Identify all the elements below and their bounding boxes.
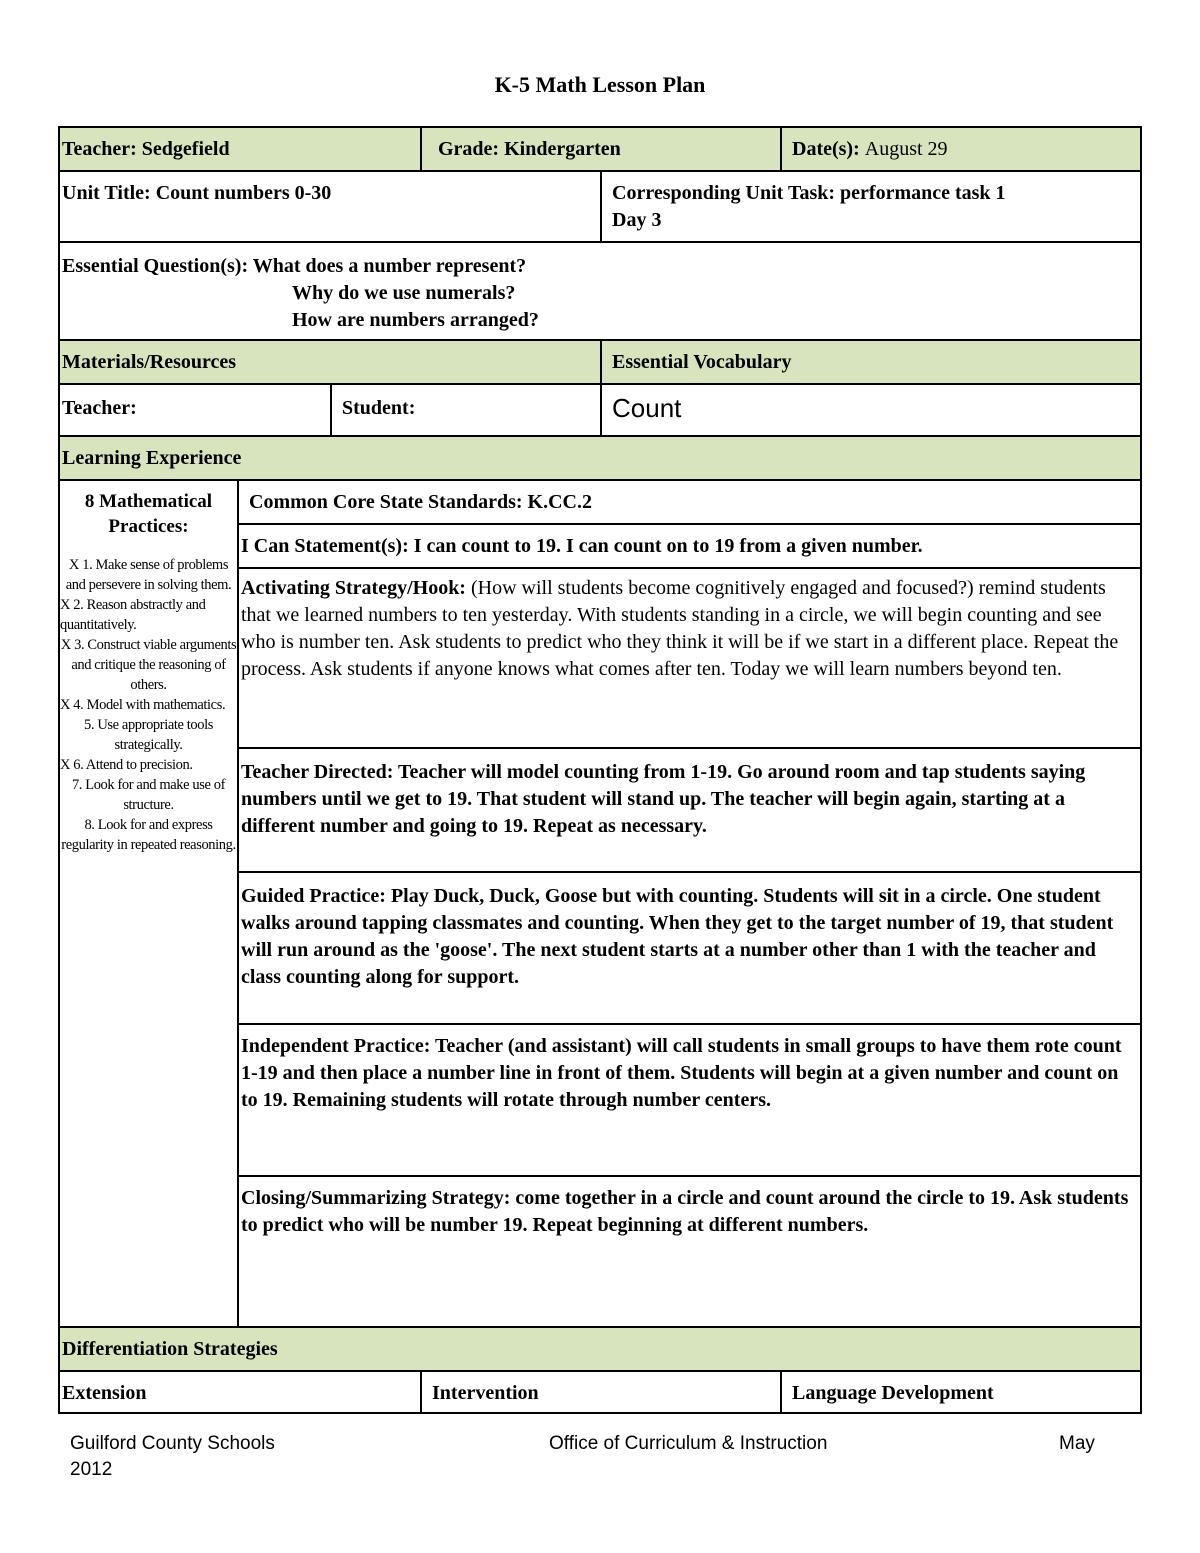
- practice-item: 5. Use appropriate tools strategically.: [84, 717, 213, 753]
- intervention-label: Intervention: [420, 1372, 780, 1412]
- learning-experience-header-row: [60, 437, 1140, 481]
- grade-level: Grade: Kindergarten: [420, 128, 780, 170]
- i-can-statement: I Can Statement(s): I can count to 19. I can count on to 19 from a given number.: [239, 525, 1140, 569]
- materials-teacher-label: Teacher:: [62, 397, 137, 419]
- eq-2: Why do we use numerals?: [292, 282, 516, 304]
- learning-experience-heading: Learning Experience: [62, 447, 242, 469]
- practice-item: X 6. Attend to precision.: [60, 757, 193, 773]
- hook-text: (How will students become cognitively engaged and focused?) remind students that we learned numbers to ten yesterday. With students standing in a circle, we will begin counting and see who is number ten. Ask students to predict who they think it will be if we start in a different place. Repeat the process. Ask students if anyone knows what comes after ten. Today we will learn numbers beyond ten.: [241, 577, 1119, 680]
- dates-cell: [780, 128, 1140, 170]
- vocabulary-heading: Essential Vocabulary: [600, 341, 1140, 383]
- materials-row: [60, 385, 1140, 437]
- essential-questions: [60, 243, 1140, 339]
- practice-item: X 4. Model with mathematics.: [60, 697, 226, 713]
- differentiation-row: [60, 1372, 1140, 1412]
- math-practices-heading: 8 Mathematical Practices:: [84, 491, 213, 537]
- footer-center: Office of Curriculum & Instruction: [549, 1433, 828, 1454]
- math-practices-column: [60, 481, 239, 1326]
- unit-task-line2: Day 3: [612, 209, 662, 231]
- standards: Common Core State Standards: K.CC.2: [239, 481, 1140, 525]
- footer-left: Guilford County Schools: [70, 1433, 275, 1454]
- teacher-name: Teacher: Sedgefield: [62, 138, 230, 160]
- materials-heading: Materials/Resources: [62, 351, 237, 373]
- guided-practice: Guided Practice: Play Duck, Duck, Goose but with counting. Students will sit in a circle. One student walks around tapping classmates and counting. When they get to the target number of 19, that student will run around as the 'goose'. The next student starts at a number other than 1 with the teacher and class counting along for support.: [239, 873, 1140, 1025]
- eq-1: What does a number represent?: [252, 255, 527, 277]
- materials-header-row: [60, 341, 1140, 385]
- language-development-label: Language Development: [780, 1372, 1140, 1412]
- essential-questions-row: [60, 243, 1140, 341]
- math-practices-list: [60, 555, 237, 855]
- footer-year: 2012: [70, 1459, 113, 1480]
- practice-item: 7. Look for and make use of structure.: [71, 777, 226, 813]
- differentiation-header-row: [60, 1328, 1140, 1372]
- hook-label: Activating Strategy/Hook:: [241, 577, 466, 599]
- practice-item: X 2. Reason abstractly and quantitatively.: [60, 597, 206, 633]
- activating-strategy: [239, 569, 1140, 749]
- extension-label: Extension: [62, 1382, 147, 1404]
- unit-title: Unit Title: Count numbers 0-30: [62, 182, 332, 204]
- differentiation-heading: Differentiation Strategies: [62, 1338, 278, 1360]
- header-row: [60, 128, 1140, 172]
- eq-3: How are numbers arranged?: [292, 309, 539, 331]
- unit-task: [600, 172, 1140, 241]
- practice-item: X 1. Make sense of problems and persevere in solving them.: [65, 557, 232, 593]
- closing-strategy: Closing/Summarizing Strategy: come together in a circle and count around the circle to 19. Ask students to predict who will be number 19. Repeat beginning at different numbers.: [241, 1187, 1129, 1236]
- eq-label: Essential Question(s):: [62, 255, 249, 277]
- dates-value: August 29: [864, 138, 948, 160]
- unit-task-line1: Corresponding Unit Task: performance task 1: [612, 182, 1006, 204]
- unit-row: [60, 172, 1140, 243]
- lesson-plan-table: [58, 126, 1142, 1414]
- practice-item: 8. Look for and express regularity in repeated reasoning.: [61, 817, 236, 853]
- vocabulary-value: Count: [600, 385, 1140, 435]
- page-title: K-5 Math Lesson Plan: [494, 72, 706, 97]
- footer-right: May: [1059, 1433, 1095, 1454]
- teacher-directed: Teacher Directed: Teacher will model counting from 1-19. Go around room and tap students saying numbers until we get to 19. That student will stand up. The teacher will begin again, starting at a different number and going to 19. Repeat as necessary.: [239, 749, 1140, 873]
- learning-experience-body: [60, 481, 1140, 1328]
- independent-practice: Independent Practice: Teacher (and assistant) will call students in small groups to have them rote count 1-19 and then place a number line in front of them. Students will begin at a given number and count on to 19. Remaining students will rotate through number centers.: [239, 1025, 1140, 1177]
- dates-label: Date(s):: [792, 138, 860, 160]
- practice-item: X 3. Construct viable arguments and critique the reasoning of others.: [60, 637, 237, 693]
- materials-student-label: Student:: [330, 385, 600, 435]
